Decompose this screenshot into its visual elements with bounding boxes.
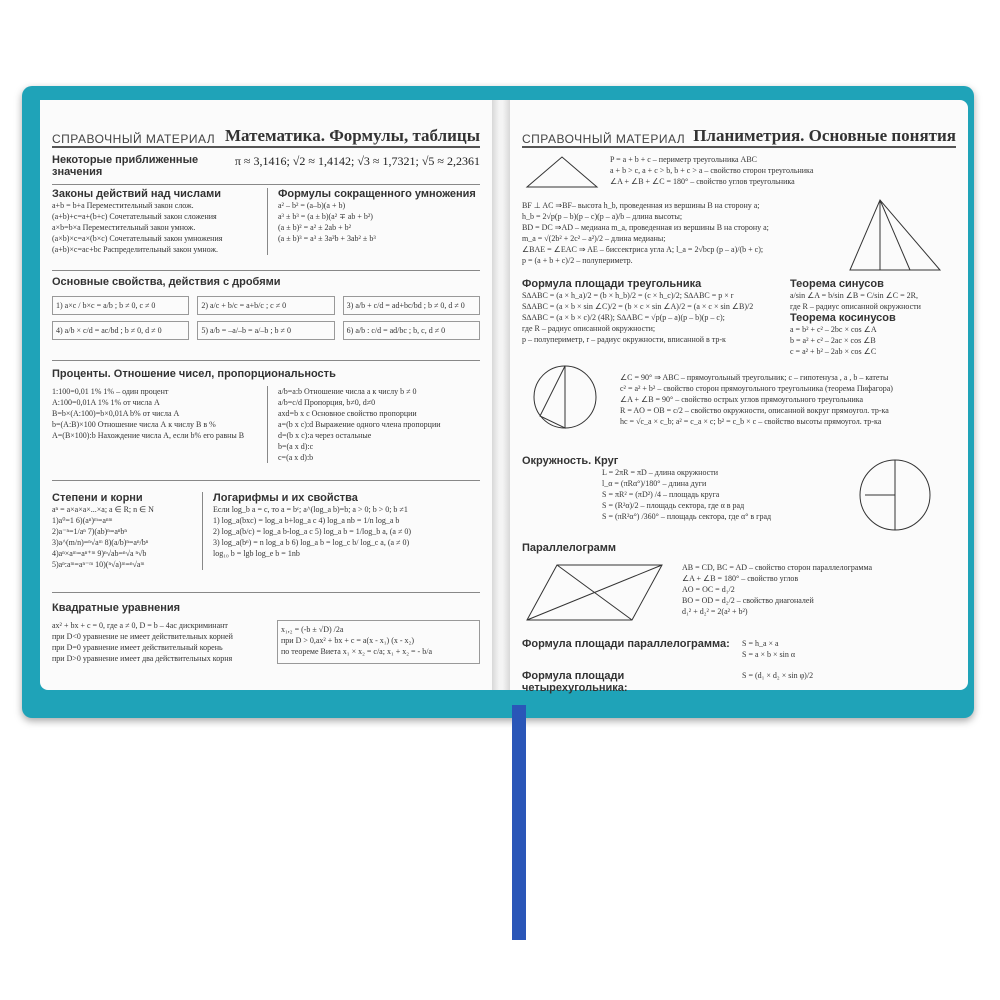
law-line: a+b = b+a Переместительный закон слож. <box>52 201 194 210</box>
area-line: S∆ABC = (a × h_a)/2 = (b × h_b)/2 = (c × h_c)/2; S∆ABC = p × r <box>522 291 734 300</box>
median-line: BD = DC ⇒AD – медиана m_a, проведенная из вершины В на сторону а; <box>522 223 769 232</box>
sine-line: a/sin ∠A = b/sin ∠B = C/sin ∠C = 2R, <box>790 291 918 300</box>
laws-title: Законы действий над числами <box>52 188 221 200</box>
medians-block <box>522 200 842 266</box>
para-area-line: S = h_a × a <box>742 639 779 648</box>
power-line: 1)a⁰=1 6)(aⁿ)ᵐ=aⁿᵐ <box>52 516 113 525</box>
area-line: где R – радиус описанной окружности; <box>522 324 656 333</box>
circle-line: S = πR² = (πD²) /4 – площадь круга <box>602 490 720 499</box>
law-line: (a+b)×c=ac+bc Распределительный закон умнож. <box>52 245 218 254</box>
laws-section <box>52 188 480 271</box>
power-line: 4)aⁿ×aᵐ=aⁿ⁺ᵐ 9)ⁿ√ab=ⁿ√a ⁿ√b <box>52 549 147 558</box>
right-tri-line: ∠A + ∠B = 90° – свойство острых углов прямоугольного треугольника <box>620 395 864 404</box>
left-header <box>52 122 480 148</box>
quadratic-title: Квадратные уравнения <box>52 602 181 614</box>
circle-line: L = 2πR = πD – длина окружности <box>602 468 718 477</box>
left-header-title: Математика. Формулы, таблицы <box>224 126 480 145</box>
para-line: AB = CD, BC = AD – свойство сторон параллелограмма <box>682 563 873 572</box>
right-header-small: СПРАВОЧНЫЙ МАТЕРИАЛ <box>522 132 686 146</box>
cos-line: c = a² + b² – 2ab × cos ∠C <box>790 347 877 356</box>
proportion-line: b=(a x d):c <box>278 442 314 451</box>
log-line: 3) log_a(bⁿ) = n log_a b 6) log_a b = log_c b/ log_c a, (a ≠ 0) <box>213 538 410 547</box>
right-tri-line: hc = √c_a × c_b; a² = c_a × c; b² = c_b × c – свойство высоты прямоугол. тр-ка <box>620 417 882 426</box>
log-line: log₁₀ b = lgb log_e b = 1nb <box>213 549 300 558</box>
proportion-line: d=(b x c):a через остальные <box>278 431 372 440</box>
left-header-small: СПРАВОЧНЫЙ МАТЕРИАЛ <box>52 132 216 146</box>
right-header-title: Планиметрия. Основные понятия <box>693 126 956 145</box>
circle-line: S = (πR²α°) /360° – площадь сектора, где α° в град <box>602 512 772 521</box>
median-line: BF ⊥ AC ⇒BF– высота h_b, проведенная из вершины В на сторону а; <box>522 201 760 210</box>
page-gutter <box>492 100 510 690</box>
percent-line: A=(B×100):b Нахождение числа А, если b% его равны В <box>52 431 245 440</box>
law-line: a×b=b×a Переместительный закон умнож. <box>52 223 196 232</box>
para-area-title: Формула площади параллелограмма: <box>522 638 730 650</box>
para-line: ∠A + ∠B = 180° – свойство углов <box>682 574 799 583</box>
sine-title: Теорема синусов <box>790 278 884 290</box>
fraction-rule: 2) a/c + b/c = a+b/c ; c ≠ 0 <box>197 296 334 315</box>
median-line: ∠BAE = ∠EAC ⇒ AE – биссектриса угла А; l_a = 2√bcp (p – a)/(b + c); <box>522 245 764 254</box>
median-line: m_a = √(2b² + 2c² – a²)/2 – длина медианы; <box>522 234 666 243</box>
parallelogram-title: Параллелограмм <box>522 542 617 554</box>
sine-line: где R – радиус описанной окружности <box>790 302 921 311</box>
fractions-section <box>52 276 480 361</box>
parallelogram-block <box>522 542 952 616</box>
para-line: d₁² + d₂² = 2(a² + b²) <box>682 607 748 616</box>
left-page <box>40 100 492 690</box>
right-triangle-circle <box>530 362 600 432</box>
proportion-line: a=(b x c):d Выражение одного члена пропорции <box>278 420 441 429</box>
circle-line: l_α = (πRα°)/180° – длина дуги <box>602 479 707 488</box>
power-line: 3)a^(m/n)=ⁿ√aᵐ 8)(a/b)ⁿ=aⁿ/bⁿ <box>52 538 149 547</box>
approx-section <box>52 154 480 185</box>
right-page <box>510 100 968 694</box>
proportion-line: axd=b x c Основное свойство пропорции <box>278 409 417 418</box>
quadratic-section <box>52 602 480 664</box>
area-title: Формула площади треугольника <box>522 278 702 290</box>
circle-diagram <box>855 455 935 535</box>
tri-line: ∠A + ∠B + ∠C = 180° – свойство углов треугольника <box>610 177 795 186</box>
height-median-diagram <box>840 195 950 275</box>
fraction-rule: 3) a/b + c/d = ad+bc/bd ; b ≠ 0, d ≠ 0 <box>343 296 480 315</box>
short-line: (a ± b)² = a² ± 2ab + b² <box>278 223 351 232</box>
area-line: S∆ABC = (a × b × sin ∠C)/2 = (b × c × sin ∠A)/2 = (a × c × sin ∠B)/2 <box>522 302 754 311</box>
quad-area-block <box>522 670 952 694</box>
right-triangle-block <box>620 372 960 427</box>
circle-line: S = (R²α)/2 – площадь сектора, где α в рад <box>602 501 745 510</box>
quad-area-title: Формула площади четырехугольника: <box>522 670 628 694</box>
tri-line: P = a + b + c – периметр треугольника ABC <box>610 155 757 164</box>
log-line: Если log_b a = c, то a = bᶜ; a^(log_a b)=b; a > 0; b > 0; b ≠1 <box>213 505 408 514</box>
quad-right-line: при D > 0,ax² + bx + c = a(x - x₁) (x - x₂) <box>281 636 414 645</box>
proportion-line: a/b=a:b Отношение числа a к числу b ≠ 0 <box>278 387 417 396</box>
cos-title: Теорема косинусов <box>790 312 896 324</box>
quad-right-line: по теореме Виета x₁ × x₂ = c/a; x₁ + x₂ = - b/a <box>281 647 432 656</box>
proportion-line: a/b=c/d Пропорция, b≠0, d≠0 <box>278 398 376 407</box>
percent-title: Проценты. Отношение чисел, пропорциональность <box>52 368 336 380</box>
parallelogram-diagram <box>522 560 667 630</box>
approx-values: π ≈ 3,1416; √2 ≈ 1,4142; √3 ≈ 1,7321; √5 ≈ 2,2361 <box>234 154 480 168</box>
logs-title: Логарифмы и их свойства <box>213 492 358 504</box>
right-tri-line: R = AO = OB = c/2 – свойство окружности, описанной вокруг прямоугол. тр-ка <box>620 406 889 415</box>
fraction-rule: 5) a/b = –a/–b = a/–b ; b ≠ 0 <box>197 321 334 340</box>
sine-cos-block <box>790 278 950 357</box>
short-line: (a ± b)³ = a³ ± 3a²b + 3ab² ± b³ <box>278 234 376 243</box>
circle-block <box>522 455 822 522</box>
powers-title: Степени и корни <box>52 492 143 504</box>
short-line: a² – b² = (a–b)(a + b) <box>278 201 346 210</box>
quad-right-line: x₁,₂ = (-b ± √D) /2a <box>281 625 344 634</box>
fraction-rule: 4) a/b × c/d = ac/bd ; b ≠ 0, d ≠ 0 <box>52 321 189 340</box>
percent-line: 1:100=0,01 1% 1% – один процент <box>52 387 169 396</box>
area-line: p – полупериметр, r – радиус окружности, вписанной в тр-к <box>522 335 726 344</box>
percent-line: A:100=0,01A 1% 1% от числа А <box>52 398 160 407</box>
power-line: 5)aⁿ:aᵐ=aⁿ⁻ᵐ 10)(ⁿ√a)ᵐ=ⁿ√aᵐ <box>52 560 145 569</box>
short-line: a³ ± b³ = (a ± b)(a² ∓ ab + b²) <box>278 212 373 221</box>
power-line: aⁿ = a×a×a×...×a; a ∈ R; n ∈ N <box>52 505 154 514</box>
fraction-rule: 1) a×c / b×c = a/b ; b ≠ 0, c ≠ 0 <box>52 296 189 315</box>
para-area-line: S = a × b × sin α <box>742 650 796 659</box>
quad-area-formula: S = (d₁ × d₂ × sin φ)/2 <box>742 671 814 680</box>
median-line: h_b = 2√p(p – b)(p – c)(p – a)/b – длина высоты; <box>522 212 683 221</box>
right-header <box>522 122 956 148</box>
law-line: (a+b)+c=a+(b+c) Сочетательный закон сложения <box>52 212 217 221</box>
right-tri-line: c² = a² + b² – свойство сторон прямоугольного треугольника (теорема Пифагора) <box>620 384 893 393</box>
quad-line: ax² + bx + c = 0, где a ≠ 0, D = b – 4ac дискриминант <box>52 621 228 630</box>
cos-line: a = b² + c² – 2bc × cos ∠A <box>790 325 877 334</box>
percent-line: B=b×(A:100)=b×0,01A b% от числа А <box>52 409 180 418</box>
para-area-block <box>522 638 952 660</box>
para-line: BO = OD = d₂/2 – свойство диагоналей <box>682 596 814 605</box>
powers-logs-section <box>52 492 480 593</box>
power-line: 2)a⁻ⁿ=1/aⁿ 7)(ab)ⁿ=aⁿbⁿ <box>52 527 127 536</box>
fractions-title: Основные свойства, действия с дробями <box>52 276 281 288</box>
law-line: (a×b)×c=a×(b×c) Сочетательный закон умножения <box>52 234 223 243</box>
median-line: p = (a + b + c)/2 – полупериметр. <box>522 256 633 265</box>
percent-section <box>52 368 480 481</box>
log-line: 1) log_a(bxc) = log_a b+log_a c 4) log_a nb = 1/n log_a b <box>213 516 400 525</box>
quad-line: при D>0 уравнение имеет два действительных корня <box>52 654 233 663</box>
fraction-rule: 6) a/b : c/d = ad/bc ; b, c, d ≠ 0 <box>343 321 480 340</box>
short-mult-title: Формулы сокращенного умножения <box>278 188 476 200</box>
triangle-props <box>610 154 950 187</box>
triangle-diagram <box>522 152 602 192</box>
right-tri-line: ∠C = 90° ⇒ ABC – прямоугольный треугольник; c – гипотенуза , a , b – катеты <box>620 373 889 382</box>
bookmark-ribbon <box>512 705 526 940</box>
para-line: AO = OC = d₁/2 <box>682 585 735 594</box>
tri-line: a + b > c, a + c > b, b + c > a – свойство сторон треугольника <box>610 166 814 175</box>
circle-title: Окружность. Круг <box>522 455 619 467</box>
area-line: S∆ABC = (a × b × c)/2 (4R); S∆ABC = √p(p – a)(p – b)(p – c); <box>522 313 725 322</box>
log-line: 2) log_a(b/c) = log_a b-log_a c 5) log_a b = 1/log_b a, (a ≠ 0) <box>213 527 412 536</box>
quad-line: при D=0 уравнение имеет действительный корень <box>52 643 223 652</box>
quad-line: при D<0 уравнение не имеет действительных корней <box>52 632 233 641</box>
approx-title: Некоторые приближенные значения <box>52 154 199 178</box>
percent-line: b=(A:B)×100 Отношение числа А к числу В в % <box>52 420 216 429</box>
cos-line: b = a² + c² – 2ac × cos ∠B <box>790 336 876 345</box>
area-block <box>522 278 782 345</box>
proportion-line: c=(a x d):b <box>278 453 314 462</box>
